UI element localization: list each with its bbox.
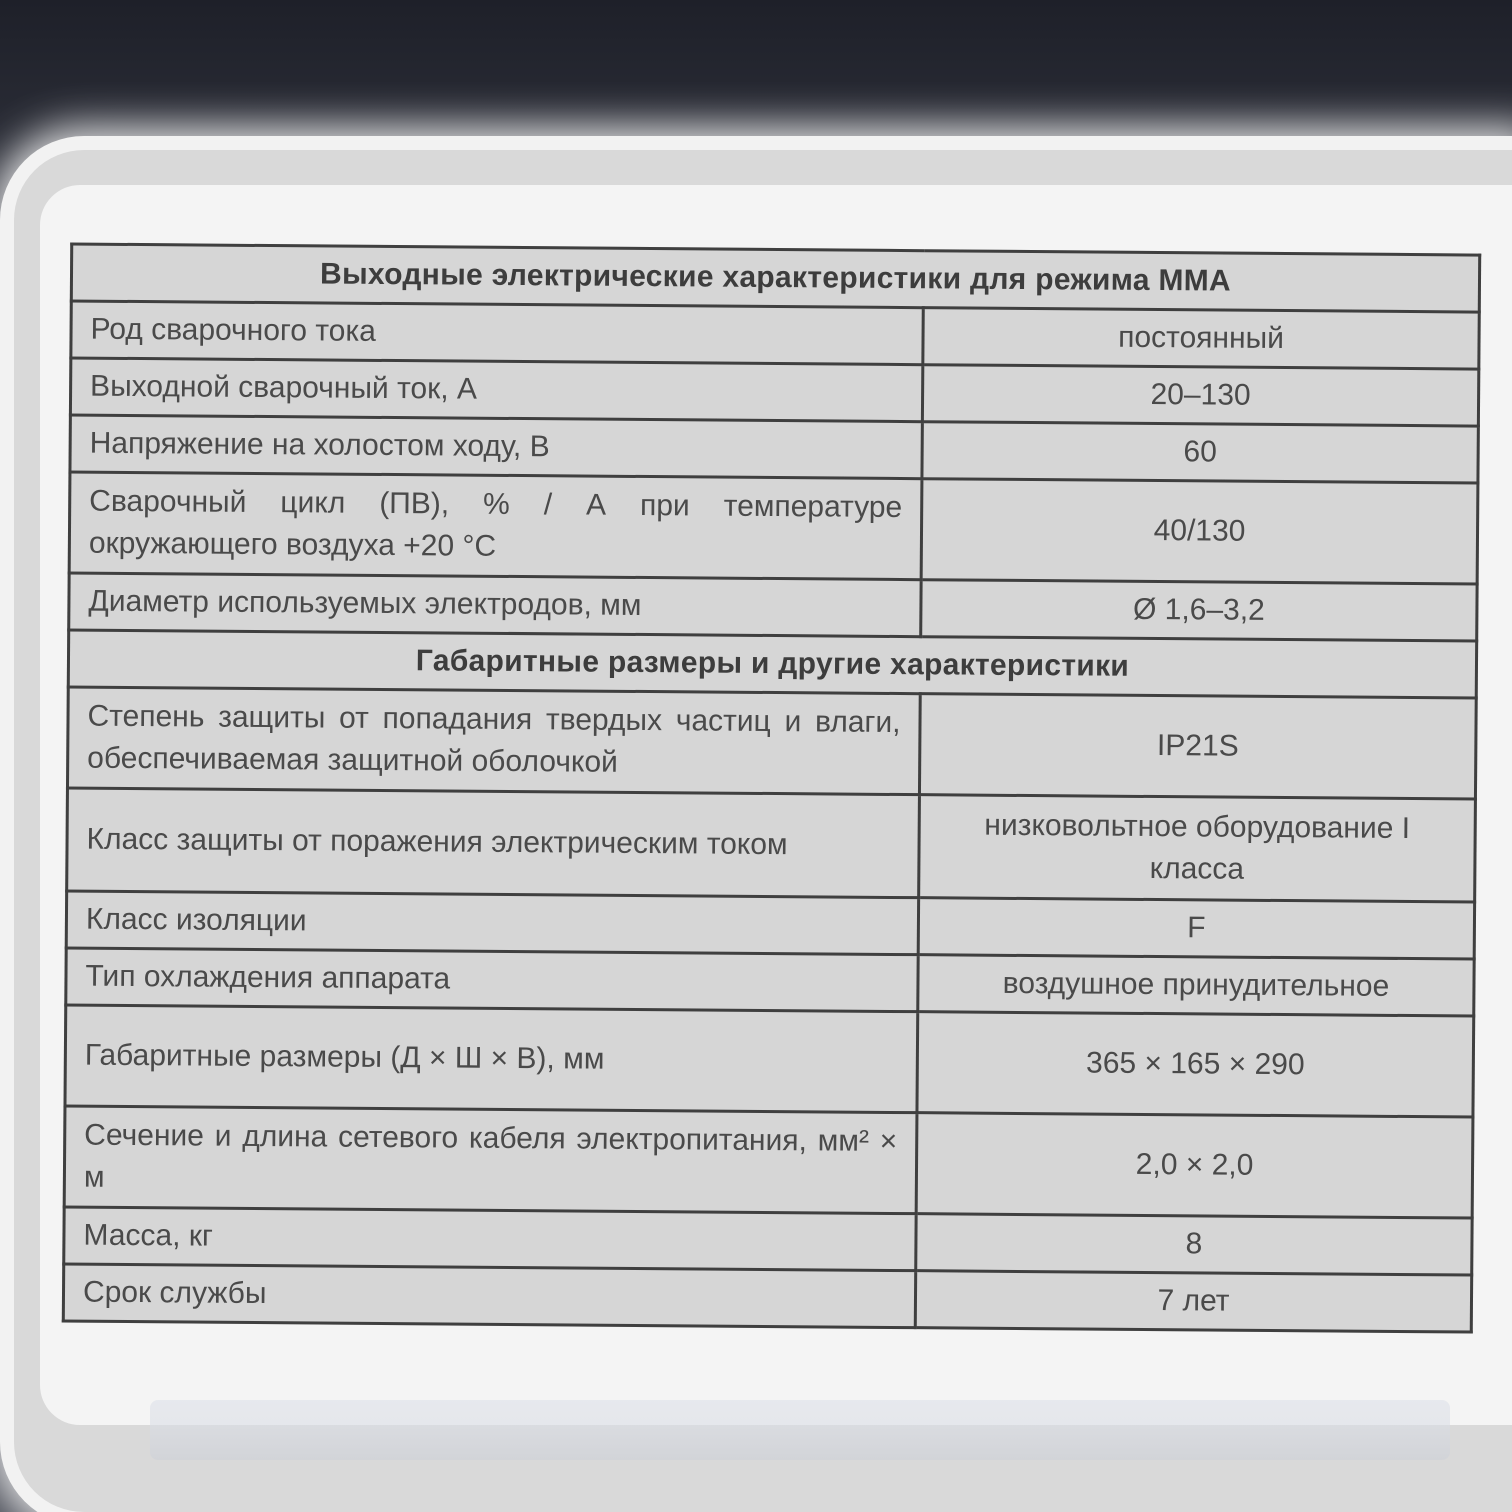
table-row bbox=[67, 687, 1476, 799]
value-cell: 7 лет bbox=[915, 1271, 1471, 1332]
param-cell: Класс защиты от поражения электрическим током bbox=[67, 788, 920, 898]
value-cell: IP21S bbox=[919, 694, 1476, 799]
value-cell: 20–130 bbox=[922, 365, 1478, 426]
param-cell: Напряжение на холостом ходу, В bbox=[70, 415, 922, 479]
table-row bbox=[67, 788, 1476, 902]
param-cell: Срок службы bbox=[63, 1264, 915, 1328]
param-cell: Масса, кг bbox=[64, 1207, 916, 1271]
section-title-dimensions: Габаритные размеры и другие характеристики bbox=[68, 630, 1476, 698]
value-cell: 60 bbox=[922, 422, 1478, 483]
value-cell: 40/130 bbox=[921, 479, 1478, 584]
value-cell: F bbox=[918, 898, 1474, 959]
value-cell: 8 bbox=[916, 1214, 1472, 1275]
param-cell: Сечение и длина сетевого кабеля электропитания, мм² × м bbox=[64, 1106, 917, 1214]
value-cell: Ø 1,6–3,2 bbox=[921, 580, 1477, 641]
table-row bbox=[65, 1005, 1474, 1117]
param-cell: Класс изоляции bbox=[66, 891, 918, 955]
spec-table-container bbox=[62, 242, 1478, 1333]
table-row bbox=[63, 1264, 1471, 1332]
table-row bbox=[64, 1106, 1473, 1218]
param-cell: Выходной сварочный ток, А bbox=[70, 358, 922, 422]
value-cell: 365 × 165 × 290 bbox=[917, 1012, 1474, 1117]
param-cell: Диаметр используемых электродов, мм bbox=[69, 573, 921, 637]
value-cell: воздушное принудительное bbox=[918, 955, 1474, 1016]
param-cell: Род сварочного тока bbox=[71, 301, 923, 365]
param-cell: Степень защиты от попадания твердых частиц и влаги, обеспечиваемая защитной оболочкой bbox=[67, 687, 920, 795]
plastic-sleeve-reflection bbox=[150, 1400, 1450, 1460]
value-cell: низковольтное оборудование I класса bbox=[919, 795, 1476, 902]
param-cell: Габаритные размеры (Д × Ш × В), мм bbox=[65, 1005, 918, 1113]
value-cell: постоянный bbox=[923, 308, 1479, 369]
section-title-mma: Выходные электрические характеристики для режима ММА bbox=[71, 244, 1479, 312]
spec-table bbox=[62, 242, 1481, 1333]
param-cell: Тип охлаждения аппарата bbox=[66, 948, 918, 1012]
param-cell: Сварочный цикл (ПВ), % / А при температуре окружающего воздуха +20 °С bbox=[69, 472, 922, 580]
table-row bbox=[69, 472, 1478, 584]
value-cell: 2,0 × 2,0 bbox=[916, 1113, 1473, 1218]
